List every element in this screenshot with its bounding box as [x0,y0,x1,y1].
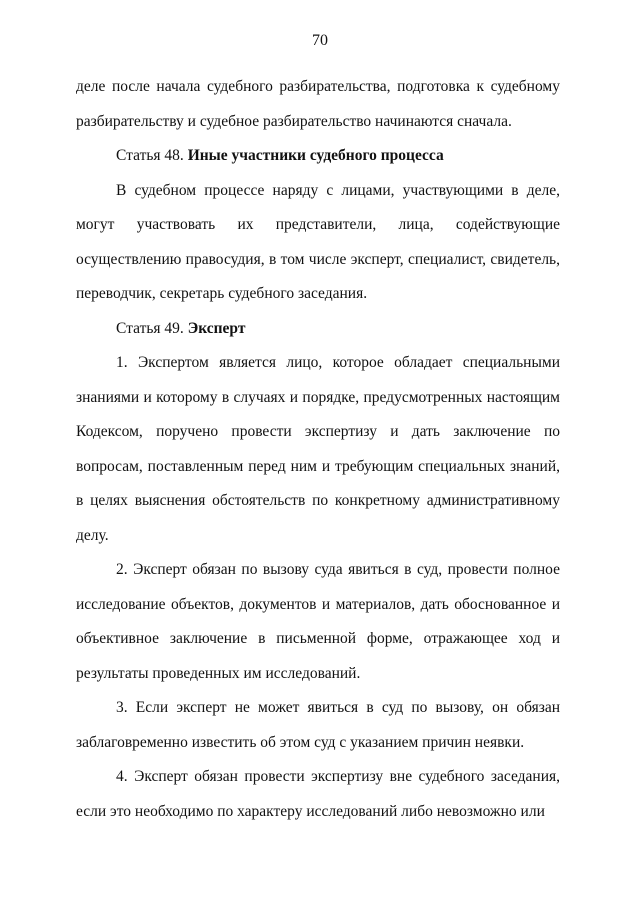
article-49-heading [76,312,560,347]
article-48-title: Иные участники судебного процесса [187,147,444,164]
article-48-heading [76,139,560,174]
article-49-title: Эксперт [187,319,246,337]
article-49-clause-4: 4. Эксперт обязан провести экспертизу вне судебного заседания, если это необходимо по характеру исследований либо невозможно или [76,768,560,820]
document-body [76,70,560,829]
article-49-clause-1: 1. Экспертом является лицо, которое обладает специальными знаниями и которому в случаях и порядке, предусмотренных настоящим Кодексом, поручено провести экспертизу и дать заключение по вопросам, поставленным перед ним и требующим специальных знаний, в целях выяснения обстоятельств по конкретному административному делу. [76,354,560,544]
article-48-number: Статья 48. [116,147,188,164]
paragraph-continuation: деле после начала судебного разбирательства, подготовка к судебному разбирательству и судебное разбирательство начинаются сначала. [76,78,560,130]
page-number: 70 [312,32,328,49]
article-49-clause-2: 2. Эксперт обязан по вызову суда явиться в суд, провести полное исследование объектов, документов и материалов, дать обоснованное и объективное заключение в письменной форме, отражающее ход и результаты проведенных им исследований. [76,561,560,682]
article-49-number: Статья 49. [116,319,188,337]
article-49-clause-3: 3. Если эксперт не может явиться в суд по вызову, он обязан заблаговременно известить об этом суд с указанием причин неявки. [76,699,560,751]
article-48-paragraph: В судебном процессе наряду с лицами, участвующими в деле, могут участвовать их представители, лица, содействующие осуществлению правосудия, в том числе эксперт, специалист, свидетель, переводчик, секретарь судебного заседания. [76,181,560,302]
